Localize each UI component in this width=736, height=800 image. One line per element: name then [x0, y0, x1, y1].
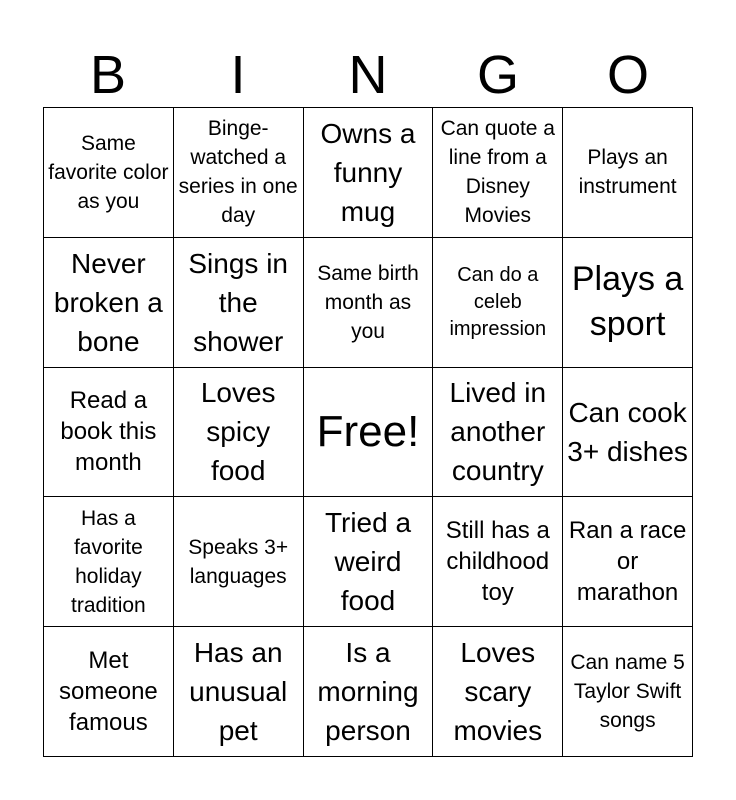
cell-text: Can quote a line from a Disney Movies: [440, 117, 555, 228]
cell-text: Still has a childhood toy: [445, 517, 550, 607]
bingo-cell[interactable]: [563, 238, 693, 368]
bingo-cell[interactable]: [563, 368, 693, 498]
bingo-cell[interactable]: [174, 238, 304, 368]
cell-text: Same favorite color as you: [48, 131, 169, 213]
bingo-cell[interactable]: [174, 108, 304, 238]
cell-text: Same birth month as you: [317, 261, 419, 343]
bingo-cell[interactable]: [44, 238, 174, 368]
bingo-cell[interactable]: [433, 627, 563, 757]
cell-text: Free!: [316, 406, 420, 456]
cell-text: Can name 5 Taylor Swift songs: [570, 651, 685, 733]
bingo-cell[interactable]: [563, 108, 693, 238]
free-space[interactable]: [304, 368, 434, 498]
bingo-cell[interactable]: [304, 108, 434, 238]
cell-text: Can do a celeb impression: [449, 263, 547, 340]
bingo-cell[interactable]: [174, 368, 304, 498]
cell-text: Ran a race or marathon: [568, 517, 687, 607]
cell-text: Plays a sport: [571, 260, 684, 344]
bingo-cell[interactable]: [433, 108, 563, 238]
cell-text: Never broken a bone: [53, 247, 163, 357]
bingo-cell[interactable]: [44, 368, 174, 498]
cell-text: Has an unusual pet: [189, 637, 288, 747]
bingo-cell[interactable]: [174, 627, 304, 757]
header-letter-o: O: [606, 45, 649, 105]
bingo-cell[interactable]: [304, 497, 434, 627]
bingo-cell[interactable]: [44, 108, 174, 238]
cell-text: Speaks 3+ languages: [188, 535, 289, 588]
cell-text: Can cook 3+ dishes: [567, 396, 688, 467]
bingo-cell[interactable]: [174, 497, 304, 627]
cell-text: Loves spicy food: [200, 377, 276, 487]
header-letter-g: G: [476, 45, 519, 105]
cell-text: Is a morning person: [317, 637, 419, 747]
header-letter-i: I: [230, 45, 246, 105]
bingo-cell[interactable]: [44, 627, 174, 757]
bingo-cell[interactable]: [304, 627, 434, 757]
cell-text: Lived in another country: [449, 377, 547, 487]
header-letter-n: N: [348, 45, 388, 105]
cell-text: Tried a weird food: [324, 507, 412, 617]
cell-text: Met someone famous: [59, 647, 158, 737]
header-letter-b: B: [89, 45, 127, 105]
bingo-cell[interactable]: [44, 497, 174, 627]
bingo-header: [43, 42, 693, 108]
cell-text: Has a favorite holiday tradition: [71, 506, 146, 617]
bingo-cell[interactable]: [563, 497, 693, 627]
cell-text: Loves scary movies: [453, 637, 543, 747]
cell-text: Sings in the shower: [188, 247, 288, 357]
bingo-board: [43, 107, 693, 757]
bingo-cell[interactable]: [304, 238, 434, 368]
cell-text: Read a book this month: [60, 387, 157, 477]
bingo-cell[interactable]: [433, 497, 563, 627]
bingo-cell[interactable]: [563, 627, 693, 757]
cell-text: Owns a funny mug: [320, 117, 416, 227]
bingo-cell[interactable]: [433, 368, 563, 498]
bingo-cell[interactable]: [433, 238, 563, 368]
cell-text: Binge-watched a series in one day: [178, 117, 298, 228]
cell-text: Plays an instrument: [578, 146, 677, 199]
